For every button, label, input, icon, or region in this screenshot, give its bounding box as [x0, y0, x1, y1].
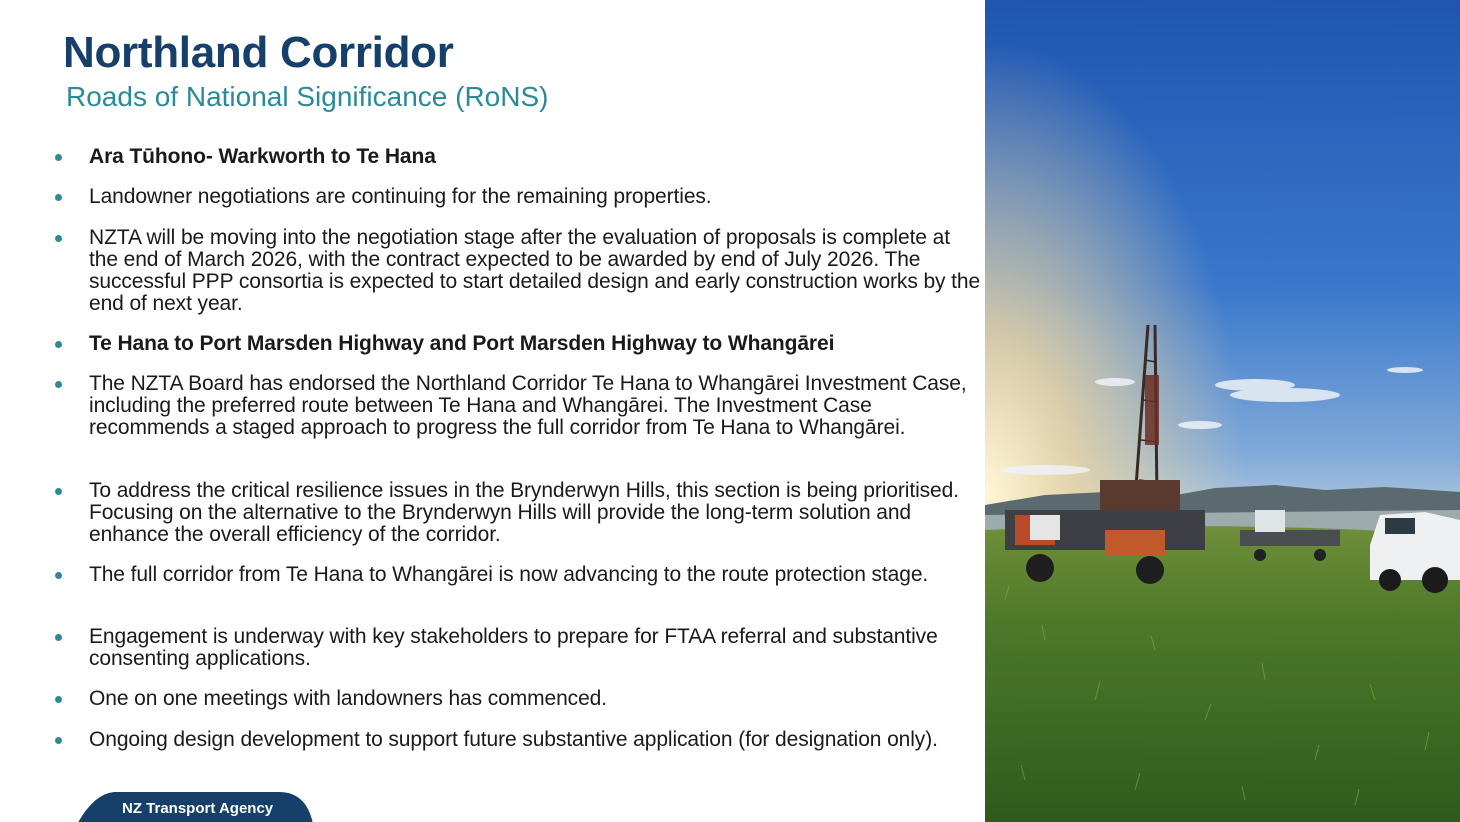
bullet-text: One on one meetings with landowners has commenced.	[89, 687, 607, 710]
footer-brand-label: NZ Transport Agency	[122, 800, 274, 817]
list-item	[89, 688, 981, 710]
bullet-text: Engagement is underway with key stakeholders to prepare for FTAA referral and substantive consenting applications.	[89, 625, 938, 670]
slide-subtitle: Roads of National Significance (RoNS)	[66, 81, 549, 112]
list-item	[89, 373, 981, 439]
bullet-dot-icon	[55, 341, 62, 348]
bullet-text: The full corridor from Te Hana to Whangārei is now advancing to the route protection stage.	[89, 563, 929, 586]
slide-title: Northland Corridor	[63, 28, 454, 77]
drilling-rig-photo	[985, 0, 1460, 822]
bullet-text: Ongoing design development to support future substantive application (for designation only).	[89, 728, 938, 751]
bullet-text: To address the critical resilience issues in the Brynderwyn Hills, this section is being prioritised. Focusing on the alternative to the Brynderwyn Hills will provide the long-term solution and enhance the overall efficiency of the corridor.	[89, 479, 959, 546]
bullet-text: Te Hana to Port Marsden Highway and Port Marsden Highway to Whangārei	[89, 332, 835, 355]
footer-brand-tab	[74, 790, 314, 822]
bullet-heading	[89, 333, 981, 355]
bullet-dot-icon	[55, 696, 62, 703]
bullet-dot-icon	[55, 194, 62, 201]
list-item	[89, 227, 981, 315]
bullet-dot-icon	[55, 737, 62, 744]
list-item	[89, 186, 981, 208]
list-item	[89, 729, 981, 751]
bullet-text: NZTA will be moving into the negotiation stage after the evaluation of proposals is complete at the end of March 2026, with the contract expected to be awarded by end of July 2026. The successful PPP consortia is expected to start detailed design and early construction works by the end of next year.	[89, 226, 981, 315]
list-item	[89, 626, 981, 670]
bullet-dot-icon	[55, 488, 62, 495]
bullet-text: Landowner negotiations are continuing for the remaining properties.	[89, 185, 712, 208]
bullet-text: Ara Tūhono- Warkworth to Te Hana	[89, 145, 436, 168]
bullet-text: The NZTA Board has endorsed the Northland Corridor Te Hana to Whangārei Investment Case, including the preferred route between Te Hana and Whangārei. The Investment Case recommends a staged approach to progress the full corridor from Te Hana to Whangārei.	[89, 372, 967, 439]
bullet-heading	[89, 146, 981, 168]
bullet-dot-icon	[55, 381, 62, 388]
list-item	[89, 480, 981, 546]
bullet-dot-icon	[55, 634, 62, 641]
bullet-dot-icon	[55, 235, 62, 242]
bullet-dot-icon	[55, 154, 62, 161]
list-item	[89, 564, 981, 586]
bullet-dot-icon	[55, 572, 62, 579]
